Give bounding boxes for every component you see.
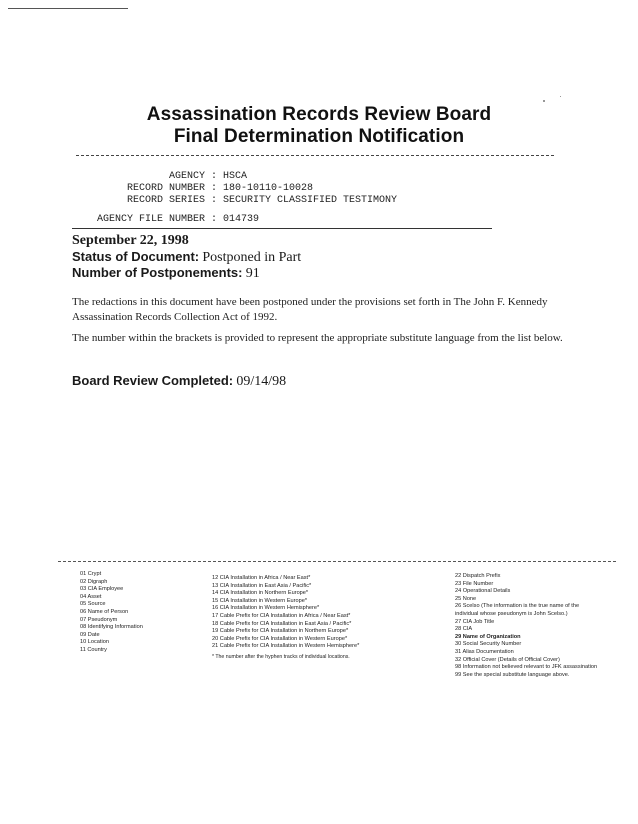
scan-speck: [543, 100, 545, 102]
record-series-label: RECORD SERIES: [127, 195, 206, 206]
legend-column-3: [455, 573, 597, 679]
status-value: Postponed in Part: [202, 250, 302, 265]
legend-item: 32 Official Cover (Details of Official Cover): [455, 656, 560, 663]
legend-item: 27 CIA Job Title: [455, 618, 495, 625]
review-label: Board Review Completed:: [72, 373, 234, 388]
legend-footnote: * The number after the hyphen tracks of individual locations.: [212, 653, 350, 660]
legend-item: 09 Date: [80, 631, 100, 638]
bracket-paragraph: The number within the brackets is provided to represent the appropriate substitute language from the list below.: [72, 332, 563, 344]
colon: :: [205, 195, 224, 206]
legend-item: 29 Name of Organization: [455, 633, 521, 640]
dashed-divider: [76, 155, 554, 156]
status-label: Status of Document:: [72, 249, 200, 264]
legend-item: 18 Cable Prefix for CIA Installation in East Asia / Pacific*: [212, 620, 352, 627]
record-series-value: SECURITY CLASSIFIED TESTIMONY: [223, 195, 398, 206]
record-number-value: 180-10110-10028: [223, 183, 314, 194]
legend-item: 19 Cable Prefix for CIA Installation in Northern Europe*: [212, 628, 349, 635]
colon: :: [205, 214, 224, 225]
legend-item: 07 Pseudonym: [80, 616, 118, 623]
record-number-label: RECORD NUMBER: [127, 183, 206, 194]
scan-artifact-line: [8, 8, 128, 9]
legend-item: 26 Scelso (The information is the true name of the: [455, 603, 580, 610]
agency-file-number-value: 014739: [223, 214, 260, 225]
legend-item: 13 CIA Installation in East Asia / Pacific*: [212, 582, 312, 589]
legend-item: individual whose pseudonym is John Scelso.): [455, 610, 568, 617]
colon: :: [205, 171, 224, 182]
legend-item: 16 CIA Installation in Western Hemisphere*: [212, 605, 320, 612]
agency-file-number-label: AGENCY FILE NUMBER: [96, 214, 206, 225]
legend-item: 21 Cable Prefix for CIA Installation in Western Hemisphere*: [212, 643, 360, 650]
legend-item: 15 CIA Installation in Western Europe*: [212, 597, 308, 604]
legend-item: 23 File Number: [455, 580, 494, 587]
redaction-paragraph: The redactions in this document have been postponed under the provisions set forth in The John F. Kennedy Assassination Records Collection Act of 1992.: [72, 296, 548, 323]
legend-item: 28 CIA: [455, 626, 473, 633]
scan-speck: [560, 96, 561, 97]
colon: :: [205, 183, 224, 194]
review-value: 09/14/98: [236, 374, 287, 389]
title-line-1: Assassination Records Review Board: [146, 104, 492, 125]
legend-item: 22 Dispatch Prefix: [455, 573, 501, 579]
legend-item: 05 Source: [80, 601, 106, 608]
section-divider: [72, 228, 492, 229]
legend-item: 25 None: [455, 595, 477, 602]
number-of-postponements: [72, 265, 260, 282]
legend-divider: [58, 561, 616, 562]
legend-item: 24 Operational Details: [455, 588, 511, 595]
legend-item: 98 Information not believed relevant to JFK assassination: [455, 664, 598, 671]
status-of-document: [72, 249, 301, 266]
postponements-value: 91: [245, 266, 260, 281]
legend-item: 08 Identifying Information: [80, 624, 143, 631]
legend-item: 31 Alias Documentation: [455, 648, 514, 655]
legend-item: 03 CIA Employee: [80, 586, 124, 593]
legend-item: 11 Country: [80, 646, 107, 653]
legend-item: 99 See the special substitute language above.: [455, 671, 570, 678]
legend-item: 14 CIA Installation in Northern Europe*: [212, 590, 309, 597]
legend-item: 06 Name of Person: [80, 608, 129, 615]
legend-item: 20 Cable Prefix for CIA Installation in Western Europe*: [212, 635, 348, 642]
legend-item: 01 Crypt: [80, 571, 102, 577]
legend-column-1: [80, 571, 143, 655]
board-review-completed: [72, 373, 286, 390]
legend-item: 02 Digraph: [80, 578, 108, 585]
legend-item: 30 Social Security Number: [455, 641, 522, 648]
agency-value: HSCA: [223, 171, 248, 182]
legend-item: 12 CIA Installation in Africa / Near East*: [212, 575, 311, 581]
determination-date: September 22, 1998: [72, 233, 189, 248]
legend-item: 10 Location: [80, 639, 109, 646]
agency-label: AGENCY: [169, 171, 206, 182]
agency-file-number-row: [73, 203, 259, 225]
postponements-label: Number of Postponements:: [72, 265, 243, 280]
legend-column-2: [212, 575, 359, 662]
legend-item: 17 Cable Prefix for CIA Installation in Africa / Near East*: [212, 612, 351, 619]
legend-item: 04 Asset: [80, 593, 102, 600]
title-line-2: Final Determination Notification: [173, 126, 465, 147]
